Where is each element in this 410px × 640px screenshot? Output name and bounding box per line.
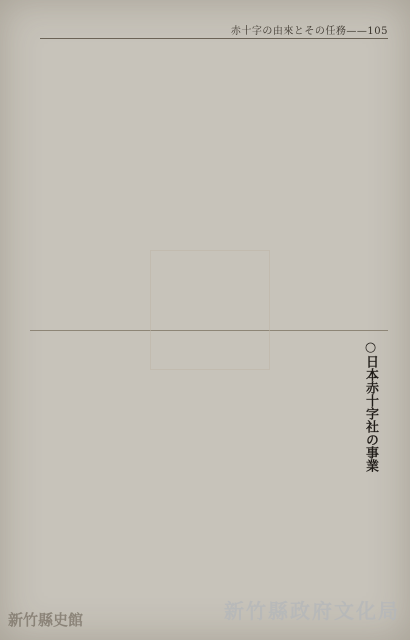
upper-text-block [30,48,388,318]
section-divider [30,330,388,331]
section-heading: ○日本赤十字社の事業 [363,340,378,472]
watermark-right: 新竹縣政府文化局 [224,599,400,623]
watermark-left: 新竹縣史館 [8,611,84,629]
header-rule [40,38,388,39]
lower-text-block [30,340,388,590]
running-header: 赤十字の由來とその任務——105 [230,26,388,37]
